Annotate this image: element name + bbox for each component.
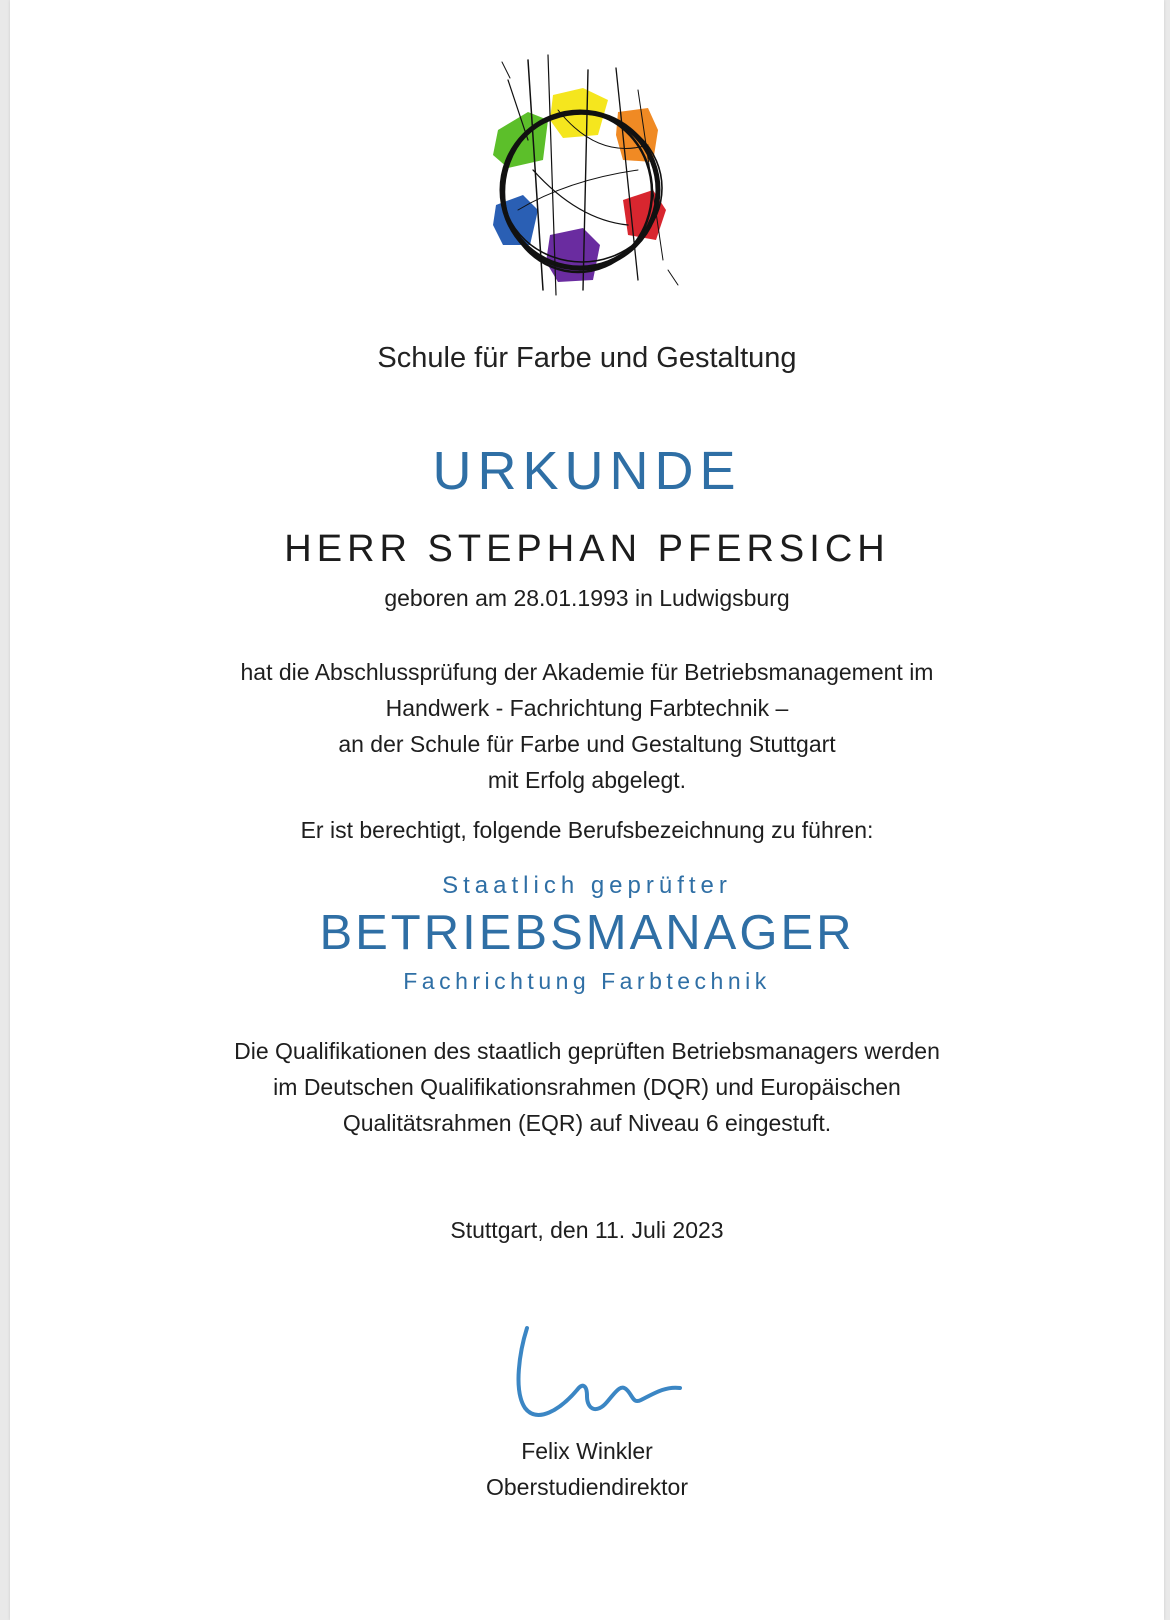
- signer-name: Felix Winkler: [521, 1438, 653, 1464]
- logo-color-patches: [493, 88, 666, 282]
- school-logo: [488, 50, 698, 300]
- exam-paragraph: [10, 654, 1164, 798]
- certificate-page: [10, 0, 1164, 1620]
- school-name: Schule für Farbe und Gestaltung: [377, 342, 797, 374]
- recipient-name: HERR STEPHAN PFERSICH: [284, 528, 890, 570]
- designation-prefix: Staatlich geprüfter: [442, 872, 732, 899]
- certificate-title: URKUNDE: [432, 441, 742, 501]
- qualification-paragraph: [10, 1033, 1164, 1141]
- exam-line: an der Schule für Farbe und Gestaltung Stuttgart: [338, 731, 836, 757]
- qualification-line: Qualitätsrahmen (EQR) auf Niveau 6 eingestuft.: [342, 1110, 832, 1136]
- qualification-line: Die Qualifikationen des staatlich geprüften Betriebsmanagers werden: [234, 1038, 940, 1064]
- exam-line: mit Erfolg abgelegt.: [487, 767, 687, 793]
- exam-line: hat die Abschlussprüfung der Akademie für Betriebsmanagement im: [240, 659, 934, 685]
- signer-title: Oberstudiendirektor: [486, 1474, 688, 1500]
- signature: [515, 1320, 695, 1430]
- authorization-line: Er ist berechtigt, folgende Berufsbezeichnung zu führen:: [300, 817, 874, 843]
- designation-title: BETRIEBSMANAGER: [319, 906, 855, 960]
- place-date: Stuttgart, den 11. Juli 2023: [450, 1217, 724, 1243]
- qualification-line: im Deutschen Qualifikationsrahmen (DQR) und Europäischen: [273, 1074, 901, 1100]
- designation-specialization: Fachrichtung Farbtechnik: [403, 968, 771, 994]
- birth-line: geboren am 28.01.1993 in Ludwigsburg: [384, 585, 790, 611]
- exam-line: Handwerk - Fachrichtung Farbtechnik –: [385, 695, 789, 721]
